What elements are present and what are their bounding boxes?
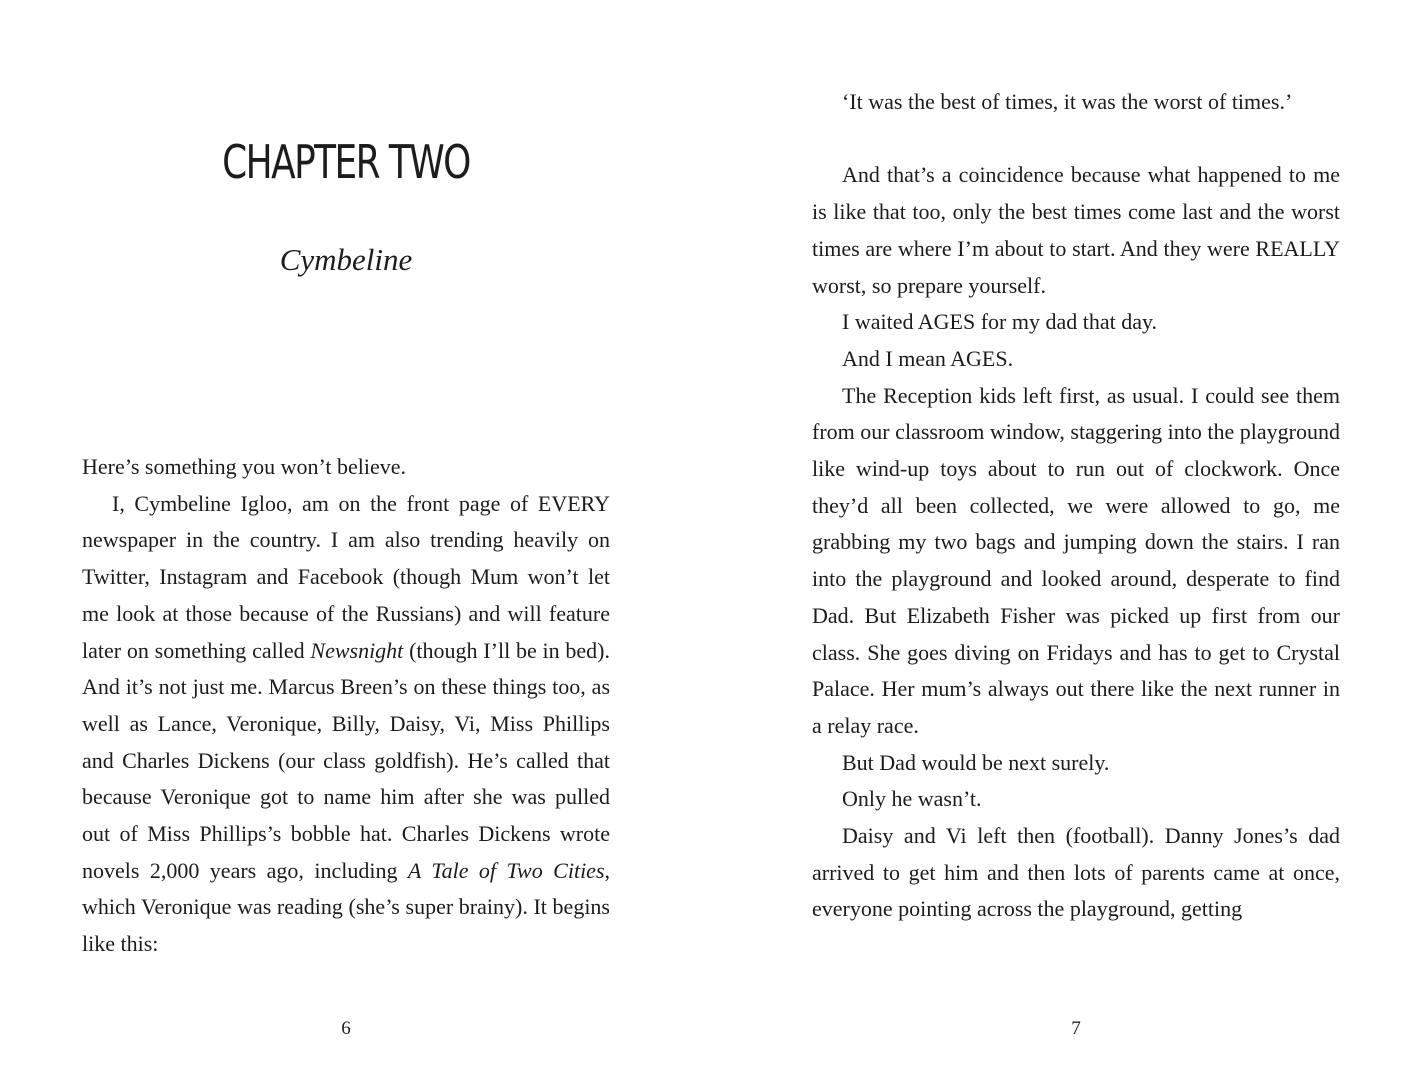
paragraph-text: (though I’ll be in bed). And it’s not just me. Marcus Breen’s on these things too, as well as Lance, Veronique, Billy, Daisy, Vi, Miss Phillips and Charles Dickens (our class goldfish). He’s called that because Veronique got to name him after she was pulled out of Miss Phillips’s bobble hat. Charles Dickens wrote novels 2,000 years ago, including	[82, 637, 610, 883]
paragraph-text: Here’s something you won’t believe.	[82, 454, 407, 479]
paragraph: Daisy and Vi left then (football). Danny Jones’s dad arrived to get him and then lots of parents came at once, everyone pointing across the playground, getting	[812, 823, 1340, 922]
paragraph	[82, 486, 610, 963]
paragraph: And I mean AGES.	[842, 345, 1014, 371]
paragraph: I waited AGES for my dad that day.	[842, 309, 1158, 335]
page-number: 6	[341, 1018, 351, 1039]
italic-title-newsnight: Newsnight	[310, 637, 404, 663]
right-body-text	[812, 84, 1340, 928]
paragraph: And that’s a coincidence because what happened to me is like that too, only the best times come last and the worst times are where I’m about to start. And they were REALLY worst, so prepare yourself.	[812, 162, 1340, 298]
paragraph: Only he wasn’t.	[842, 786, 982, 812]
paragraph-text: I, Cymbeline Igloo, am on the front page of EVERY newspaper in the country. I am also trending heavily on Twitter, Instagram and Facebook (though Mum won’t let me look at those because of the Russians) and will feature later on something called	[82, 490, 610, 663]
left-page	[0, 0, 708, 1080]
chapter-heading: CHAPTER TWO	[222, 135, 470, 189]
page-number: 7	[1071, 1018, 1081, 1039]
chapter-subtitle: Cymbeline	[279, 242, 413, 277]
paragraph: The Reception kids left first, as usual. I could see them from our classroom window, staggering into the playground like wind-up toys about to run out of clockwork. Once they’d all been collected, we were allowed to go, me grabbing my two bags and jumping down the stairs. I ran into the playground and looked around, desperate to find Dad. But Elizabeth Fisher was picked up first from our class. She goes diving on Fridays and has to get to Crystal Palace. Her mum’s always out there like the next runner in a relay race.	[812, 382, 1340, 738]
paragraph: But Dad would be next surely.	[842, 749, 1110, 775]
left-body-text	[82, 449, 610, 963]
book-quote: ‘It was the best of times, it was the worst of times.’	[842, 89, 1293, 114]
paragraph	[82, 449, 610, 486]
italic-title-book: A Tale of Two Cities	[407, 857, 605, 883]
paragraph-text: , which Veronique was reading (she’s super brainy). It begins like this:	[82, 857, 611, 957]
right-page	[708, 0, 1417, 1080]
